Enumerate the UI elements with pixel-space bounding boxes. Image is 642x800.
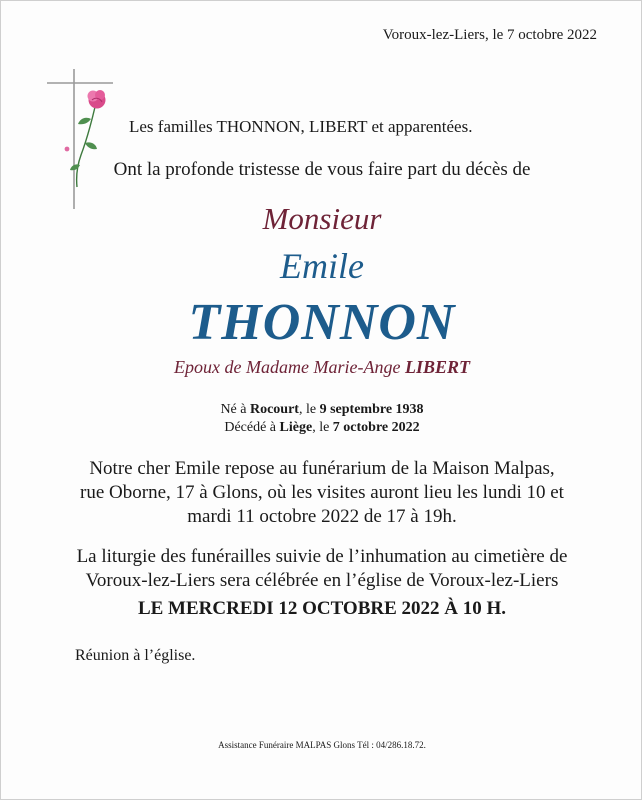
- birth-date: 9 septembre 1938: [319, 402, 424, 417]
- place-date: Voroux-lez-Liers, le 7 octobre 2022: [382, 27, 597, 43]
- death-date: 7 octobre 2022: [332, 420, 420, 435]
- announcement-intro: Ont la profonde tristesse de vous faire part du décès de: [113, 159, 531, 180]
- visitation-line: Notre cher Emile repose au funérarium de la Maison Malpas,: [89, 458, 555, 479]
- last-name: THONNON: [188, 294, 456, 351]
- cross-with-rose-icon: [47, 69, 117, 209]
- reunion-note: Réunion à l’église.: [75, 647, 196, 664]
- spouse-prefix: Epoux de Madame Marie-Ange: [174, 357, 401, 377]
- funeral-home-footer: Assistance Funéraire MALPAS Glons Tél : 04/286.18.72.: [218, 740, 426, 750]
- families-line: Les familles THONNON, LIBERT et apparentées.: [129, 117, 473, 136]
- birth-place: Rocourt: [249, 402, 299, 417]
- spouse-name: LIBERT: [404, 357, 470, 377]
- birth-line: [1, 402, 642, 418]
- birth-prefix: Né à: [220, 402, 247, 417]
- liturgy-line: Voroux-lez-Liers sera célébrée en l’église de Voroux-lez-Liers: [85, 570, 559, 591]
- birth-mid: , le: [298, 402, 317, 417]
- ceremony-date: LE MERCREDI 12 OCTOBRE 2022 À 10 H.: [137, 598, 507, 619]
- visitation-paragraph: [61, 457, 583, 529]
- visitation-line: rue Oborne, 17 à Glons, où les visites auront lieu les lundi 10 et: [80, 482, 564, 503]
- death-mid: , le: [312, 420, 330, 435]
- death-line: [1, 420, 642, 436]
- liturgy-line: La liturgie des funérailles suivie de l’inhumation au cimetière de: [76, 546, 568, 567]
- visitation-line: mardi 11 octobre 2022 de 17 à 19h.: [187, 506, 457, 527]
- death-place: Liège: [279, 420, 313, 435]
- spouse-line: [1, 357, 642, 378]
- honorific: Monsieur: [262, 201, 382, 236]
- death-prefix: Décédé à: [224, 420, 277, 435]
- liturgy-paragraph: [61, 545, 583, 593]
- first-name: Emile: [280, 246, 364, 286]
